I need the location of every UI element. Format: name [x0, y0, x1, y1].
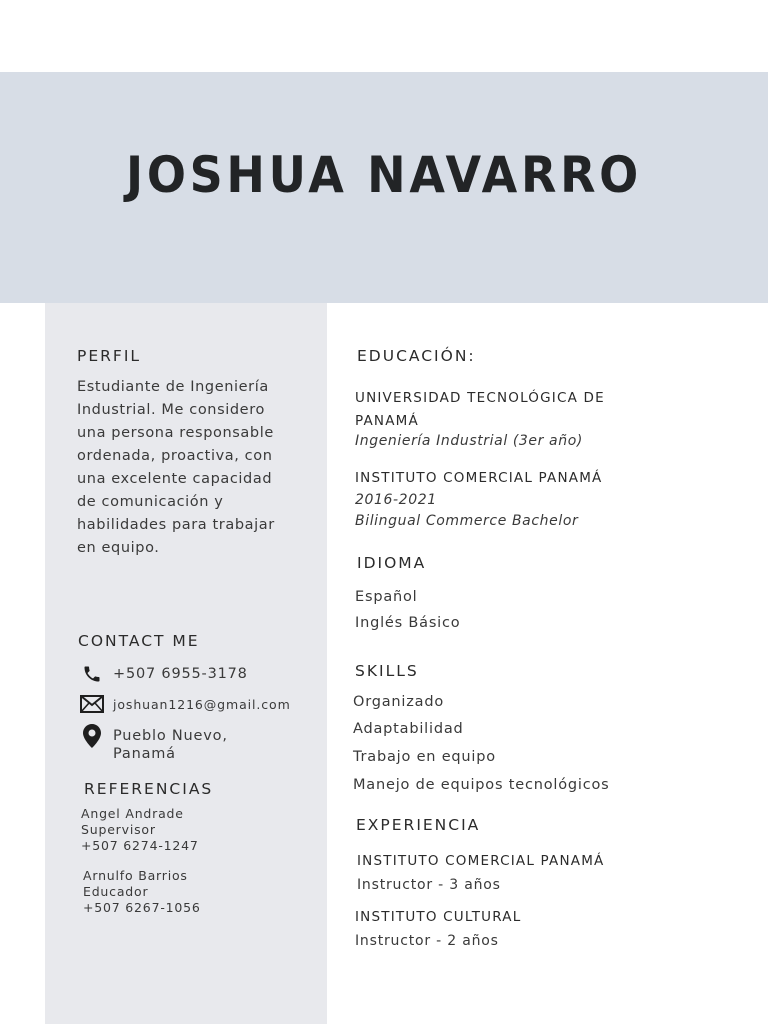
education-years: 2016-2021 — [355, 492, 437, 508]
contact-email[interactable]: joshuan1216@gmail.com — [113, 697, 291, 712]
map-pin-icon — [83, 724, 101, 748]
contact-address — [113, 727, 228, 763]
profile-line: de comunicación y — [77, 494, 224, 510]
address-line: Pueblo Nuevo, — [113, 728, 228, 744]
education-title: EDUCACIÓN: — [357, 347, 476, 365]
envelope-icon — [80, 695, 104, 713]
skill-item: Manejo de equipos tecnológicos — [353, 777, 610, 793]
education-detail: Bilingual Commerce Bachelor — [355, 513, 579, 529]
institution-line: UNIVERSIDAD TECNOLÓGICA DE — [355, 390, 605, 406]
reference-entry — [81, 806, 199, 854]
resume-name: JOSHUA NAVARRO — [126, 146, 642, 204]
reference-phone: +507 6267-1056 — [83, 900, 201, 915]
skill-item: Trabajo en equipo — [353, 749, 496, 765]
references-title: REFERENCIAS — [84, 780, 214, 798]
reference-phone: +507 6274-1247 — [81, 838, 199, 853]
reference-role: Supervisor — [81, 822, 156, 837]
language-item: Inglés Básico — [355, 615, 461, 631]
contact-title: CONTACT ME — [78, 632, 200, 650]
institution-line: PANAMÁ — [355, 413, 419, 429]
education-detail: Ingeniería Industrial (3er año) — [355, 433, 583, 449]
skill-item: Organizado — [353, 694, 444, 710]
experience-title: EXPERIENCIA — [356, 816, 481, 834]
education-institution: INSTITUTO COMERCIAL PANAMÁ — [355, 470, 603, 486]
address-line: Panamá — [113, 746, 176, 762]
profile-line: ordenada, proactiva, con — [77, 448, 273, 464]
reference-role: Educador — [83, 884, 149, 899]
profile-title: PERFIL — [77, 347, 142, 365]
contact-phone[interactable]: +507 6955-3178 — [113, 666, 248, 682]
profile-line: Estudiante de Ingeniería — [77, 379, 269, 395]
reference-name: Arnulfo Barrios — [83, 868, 188, 883]
profile-line: una excelente capacidad — [77, 471, 273, 487]
profile-line: Industrial. Me considero — [77, 402, 265, 418]
profile-text — [77, 376, 317, 560]
experience-role: Instructor - 3 años — [357, 877, 501, 893]
reference-entry — [83, 868, 201, 916]
profile-line: habilidades para trabajar — [77, 517, 275, 533]
reference-name: Angel Andrade — [81, 806, 184, 821]
skill-item: Adaptabilidad — [353, 721, 464, 737]
phone-icon — [82, 664, 102, 684]
experience-role: Instructor - 2 años — [355, 933, 499, 949]
profile-line: una persona responsable — [77, 425, 274, 441]
languages-title: IDIOMA — [357, 554, 427, 572]
experience-institution: INSTITUTO CULTURAL — [355, 909, 522, 925]
profile-line: en equipo. — [77, 540, 160, 556]
language-item: Español — [355, 589, 418, 605]
education-institution — [355, 387, 605, 433]
experience-institution: INSTITUTO COMERCIAL PANAMÁ — [357, 853, 605, 869]
skills-title: SKILLS — [355, 662, 419, 680]
